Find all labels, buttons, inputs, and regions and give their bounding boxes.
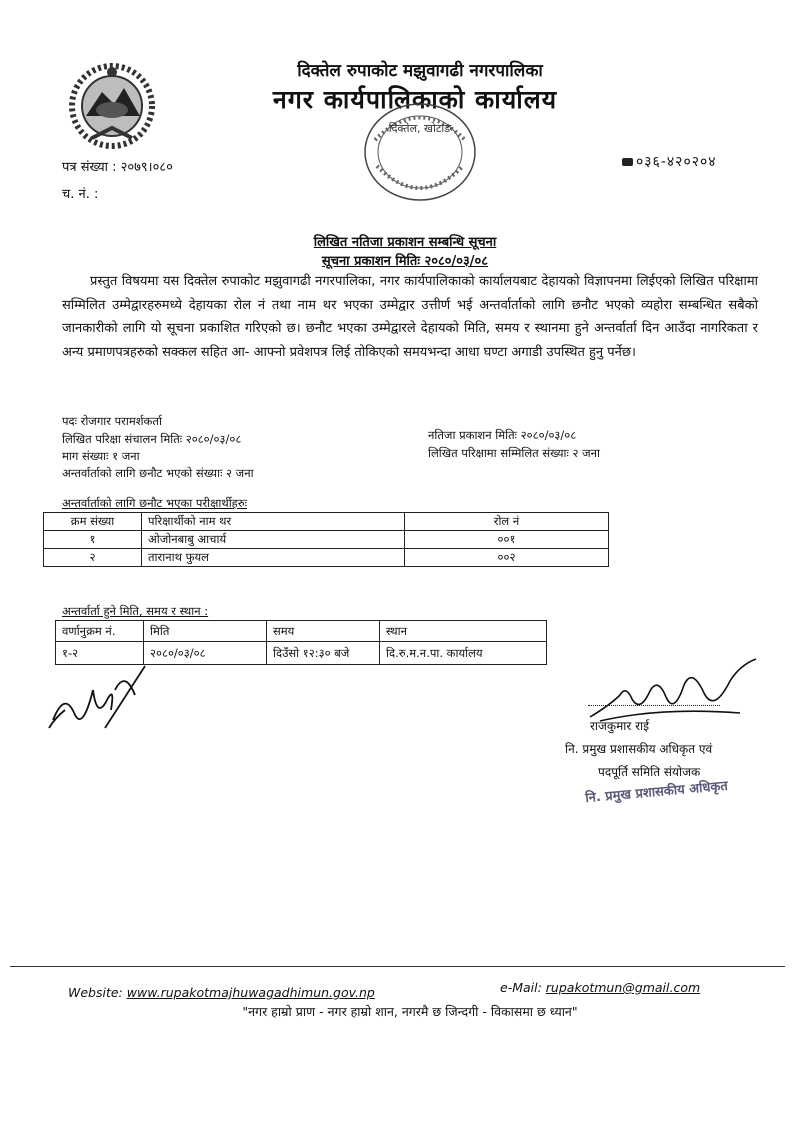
email-link[interactable]: rupakotmun@gmail.com (545, 980, 701, 995)
email-label: e-Mail: (500, 980, 542, 995)
table-row (44, 531, 609, 549)
officer-signature (580, 655, 760, 725)
date-cell: २०८०/०३/०८ (144, 642, 267, 665)
office-stamp (355, 100, 485, 208)
column-header: मिति (144, 621, 267, 642)
column-header: वर्णानुक्रम नं. (56, 621, 144, 642)
signature-line (588, 705, 720, 706)
time-cell: दिउँसो १२:३० बजे (267, 642, 380, 665)
column-header: परिक्षार्थीको नाम थर (142, 513, 405, 531)
table-header-row (56, 621, 547, 642)
phone-icon (622, 158, 633, 166)
venue-cell: दि.रु.म.न.पा. कार्यालय (380, 642, 547, 665)
phone-text: ०३६-४२०२०४ (636, 154, 717, 170)
interview-caption: अन्तर्वार्ता हुने मिति, समय र स्थान : (62, 604, 209, 618)
interview-table (55, 620, 547, 665)
candidate-name-cell: ओजोनबाबु आचार्य (142, 531, 405, 549)
order-cell: १-२ (56, 642, 144, 665)
column-header: रोल नं (405, 513, 609, 531)
notice-body: प्रस्तुत विषयमा यस दिक्तेल रुपाकोट मझुवागढी नगरपालिका, नगर कार्यपालिकाको कार्यालयबाट देहायको विज्ञापनमा लिईएको लिखित परिक्षामा सम्मिलित उम्मेद्वारहरुमध्ये देहायका रोल नं तथा नाम थर भएका उम्मेद्वार उत्तीर्ण भई अन्तर्वार्ताको लागि छनौट भएको व्यहोरा सम्बन्धित सबैको जानकारीको लागि यो सूचना प्रकाशित गरिएको छ। छनौट भएका उम्मेद्वारले देहायको मिति, समय र स्थानमा हुने अन्तर्वार्ता दिन आउँदा नागरिकता र अन्य प्रमाणपत्रहरुको सक्कल सहित आ- आफ्नो प्रवेशपत्र लिई तोकिएको समयभन्दा आधा घण्टा अगाडी उपस्थित हुनु पर्नेछ। (62, 274, 758, 360)
initials-signature (45, 660, 165, 730)
exam-date-info: लिखित परिक्षा संचालन मितिः २०८०/०३/०८ (62, 432, 242, 446)
website-link[interactable]: www.rupakotmajhuwagadhimun.gov.np (126, 985, 375, 1000)
participants-info: लिखित परिक्षामा सम्मिलित संख्याः २ जना (428, 446, 601, 460)
dispatch-number: च. नं. : (62, 187, 99, 202)
signatory-role: पदपूर्ति समिति संयोजक (598, 765, 701, 779)
serial-cell: २ (44, 549, 142, 567)
column-header: समय (267, 621, 380, 642)
roll-number-cell: ००१ (405, 531, 609, 549)
post-info: पदः रोजगार परामर्शकर्ता (62, 414, 162, 428)
office-name: नगर कार्यपालिकाको कार्यालय (272, 85, 558, 114)
column-header: क्रम संख्या (44, 513, 142, 531)
column-header: स्थान (380, 621, 547, 642)
result-date-info: नतिजा प्रकाशन मितिः २०८०/०३/०८ (428, 428, 577, 442)
shortlisted-info: अन्तर्वार्ताको लागि छनौट भएको संख्याः २ जना (62, 466, 254, 480)
candidates-caption: अन्तर्वार्ताको लागि छनौट भएका परीक्षार्थीहरुः (62, 496, 247, 510)
website-label: Website: (68, 985, 123, 1000)
signatory-title: नि. प्रमुख प्रशासकीय अधिकृत एवं (565, 742, 713, 756)
email-line (500, 980, 700, 995)
stamp-text: दिक्तेल, खोटाङ (388, 122, 452, 135)
notice-title: लिखित नतिजा प्रकाशन सम्बन्धि सूचना (313, 235, 497, 250)
municipality-motto: "नगर हाम्रो प्राण - नगर हाम्रो शान, नगरमै छ जिन्दगी - विकासमा छ ध्यान" (242, 1004, 578, 1019)
designation-stamp: नि. प्रमुख प्रशासकीय अधिकृत (584, 778, 729, 807)
municipality-name: दिक्तेल रुपाकोट मझुवागढी नगरपालिका (297, 61, 543, 81)
candidate-name-cell: तारानाथ फुयल (142, 549, 405, 567)
notice-date: सूचना प्रकाशन मितिः २०८०/०३/०८ (321, 254, 489, 269)
reference-number: पत्र संख्या : २०७९।०८० (62, 160, 173, 175)
candidates-table (43, 512, 609, 567)
demand-info: माग संख्याः १ जना (62, 449, 140, 463)
nepal-emblem-logo (62, 58, 162, 150)
serial-cell: १ (44, 531, 142, 549)
table-header-row (44, 513, 609, 531)
signatory-name: राजकुमार राई (590, 719, 650, 733)
table-row (44, 549, 609, 567)
website-line (68, 985, 375, 1000)
footer-divider (10, 966, 785, 967)
phone-number (622, 152, 717, 171)
roll-number-cell: ००२ (405, 549, 609, 567)
